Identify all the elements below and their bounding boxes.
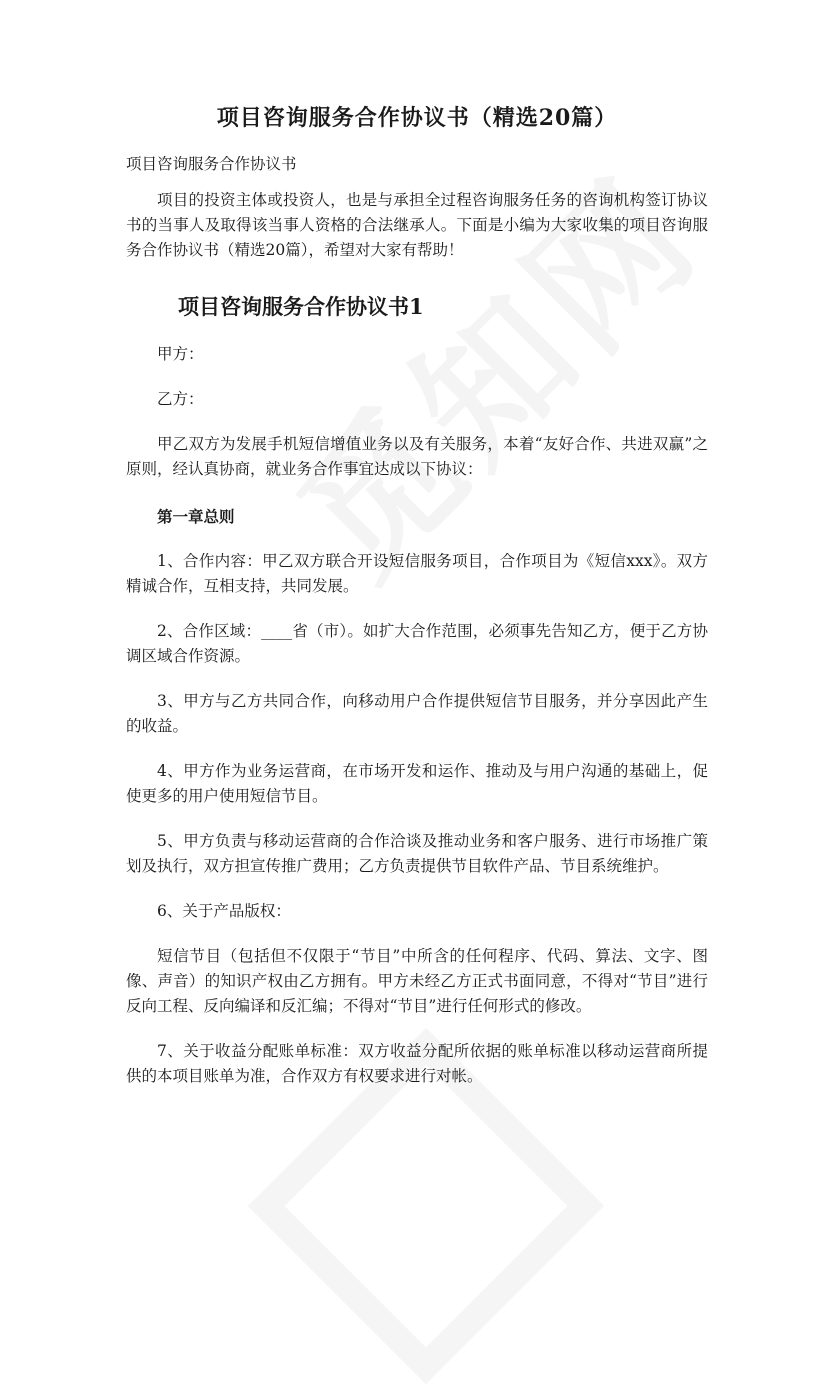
clause-6-detail: 短信节目（包括但不仅限于“节目”中所含的任何程序、代码、算法、文字、图像、声音）的知识产权由乙方拥有。甲方未经乙方正式书面同意，不得对“节目”进行反向工程、反向编译和反汇编；不得对“节目”进行任何形式的修改。 [126,947,708,1015]
clause-7: 7、关于收益分配账单标准：双方收益分配所依据的账单标准以移动运营商所提供的本项目账单为准，合作双方有权要求进行对帐。 [126,1042,708,1085]
clause-6: 6、关于产品版权： [157,902,291,920]
section-heading: 项目咨询服务合作协议书1 [178,294,424,319]
clause-3: 3、甲方与乙方共同合作，向移动用户合作提供短信节目服务，并分享因此产生的收益。 [126,692,708,735]
intro-paragraph: 项目的投资主体或投资人，也是与承担全过程咨询服务任务的咨询机构签订协议书的当事人及取得该当事人资格的合法继承人。下面是小编为大家收集的项目咨询服务合作协议书（精选20篇），希望对大家有帮助！ [126,191,708,259]
clause-4: 4、甲方作为业务运营商，在市场开发和运作、推动及与用户沟通的基础上，促使更多的用户使用短信节目。 [126,762,708,805]
document-page [126,98,708,1089]
preamble-paragraph: 甲乙双方为发展手机短信增值业务以及有关服务，本着“友好合作、共进双赢”之原则，经认真协商，就业务合作事宜达成以下协议： [126,435,708,478]
party-b-label: 乙方： [157,390,204,408]
clause-1: 1、合作内容：甲乙双方联合开设短信服务项目，合作项目为《短信xxx》。双方精诚合作，互相支持，共同发展。 [126,552,708,595]
document-subtitle: 项目咨询服务合作协议书 [126,155,297,173]
chapter-title: 第一章总则 [157,507,235,526]
clause-5: 5、甲方负责与移动运营商的合作洽谈及推动业务和客户服务、进行市场推广策划及执行，双方担宣传推广费用；乙方负责提供节目软件产品、节目系统维护。 [126,832,708,875]
party-a-label: 甲方： [157,345,204,363]
document-title: 项目咨询服务合作协议书（精选20篇） [216,105,618,131]
clause-2: 2、合作区域：____省（市）。如扩大合作范围，必须事先告知乙方，便于乙方协调区域合作资源。 [126,622,708,665]
